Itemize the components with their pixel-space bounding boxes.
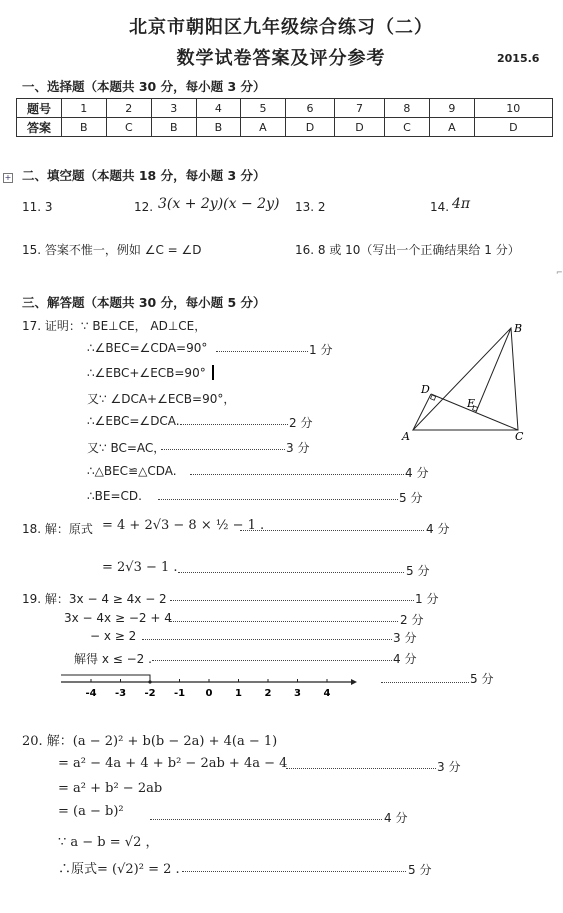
q17-line7: ∴BE=CD. bbox=[87, 489, 142, 503]
q17-line1: ∴∠BEC=∠CDA=90° bbox=[87, 341, 208, 355]
q20-line4: = (a − b)² bbox=[58, 804, 124, 819]
table-cell: 2 bbox=[106, 99, 151, 118]
dotted-leader bbox=[178, 564, 404, 573]
segment-ad bbox=[413, 394, 431, 430]
dotted-leader bbox=[182, 863, 406, 872]
q19-line1: 19. 解：3x − 4 ≥ 4x − 2 bbox=[22, 592, 167, 606]
table-cell: C bbox=[384, 118, 429, 137]
number-line-arrow-icon bbox=[351, 679, 357, 685]
q20-line6: ∴原式= (√2)² = 2 . bbox=[58, 862, 180, 877]
answer-q14: 4π bbox=[452, 196, 471, 212]
table-cell: 9 bbox=[430, 99, 475, 118]
table-cell: 3 bbox=[151, 99, 196, 118]
dotted-leader bbox=[190, 466, 404, 475]
q20-score4: 4 分 bbox=[384, 811, 408, 825]
table-cell: 4 bbox=[196, 99, 241, 118]
table-cell: 1 bbox=[62, 99, 107, 118]
dotted-leader bbox=[180, 416, 288, 425]
row-label-answer: 答案 bbox=[17, 118, 62, 137]
q17-line6: ∴△BEC≌△CDA. bbox=[87, 464, 177, 478]
q20-score2: 3 分 bbox=[437, 760, 461, 774]
q17-score5: 3 分 bbox=[286, 441, 310, 455]
q19-score4: 4 分 bbox=[393, 652, 417, 666]
page-margin-marker: ⌐ bbox=[556, 268, 563, 277]
table-cell: D bbox=[474, 118, 552, 137]
table-cell: A bbox=[430, 118, 475, 137]
answer-table bbox=[16, 98, 553, 137]
q19-line4: 解得 x ≤ −2 . bbox=[74, 652, 152, 666]
q17-score6: 4 分 bbox=[405, 466, 429, 480]
table-row-numbers bbox=[17, 99, 553, 118]
tick-label: -3 bbox=[114, 688, 127, 699]
table-cell: 7 bbox=[335, 99, 385, 118]
tick-label: 2 bbox=[264, 688, 272, 699]
table-cell: D bbox=[335, 118, 385, 137]
row-label-number: 题号 bbox=[17, 99, 62, 118]
q17-score4: 2 分 bbox=[289, 416, 313, 430]
q19-score2: 2 分 bbox=[400, 613, 424, 627]
q18-score1: 4 分 bbox=[426, 522, 450, 536]
q19-line2: 3x − 4x ≥ −2 + 4 bbox=[64, 611, 172, 625]
answer-q16: 16. 8 或 10（写出一个正确结果给 1 分） bbox=[295, 243, 520, 257]
table-cell: 6 bbox=[285, 99, 335, 118]
label-c: C bbox=[515, 430, 524, 443]
right-angle-mark-d bbox=[431, 395, 436, 400]
q18-line1: = 4 + 2√3 − 8 × ½ − 1 . bbox=[102, 518, 265, 533]
dotted-leader bbox=[161, 441, 285, 450]
dotted-leader bbox=[170, 613, 398, 622]
q19-score1: 1 分 bbox=[415, 592, 439, 606]
tick-label: -1 bbox=[173, 688, 186, 699]
dotted-leader bbox=[158, 491, 398, 500]
dotted-leader bbox=[240, 522, 424, 531]
dotted-leader bbox=[142, 631, 392, 640]
section-heading-fill: 二、填空题（本题共 18 分，每小题 3 分） bbox=[22, 168, 266, 183]
dotted-leader bbox=[170, 592, 414, 601]
q17-score1: 1 分 bbox=[309, 343, 333, 357]
q17-line2: ∴∠EBC+∠ECB=90° bbox=[87, 366, 206, 380]
q19-score3: 3 分 bbox=[393, 631, 417, 645]
triangle-abc bbox=[413, 328, 518, 430]
table-cell: B bbox=[196, 118, 241, 137]
table-cell: 8 bbox=[384, 99, 429, 118]
label-b: B bbox=[514, 322, 523, 335]
tick-label: 4 bbox=[323, 688, 331, 699]
tick-label: 0 bbox=[205, 688, 213, 699]
answer-q11: 11. 3 bbox=[22, 200, 53, 214]
table-move-handle-icon[interactable]: + bbox=[4, 173, 12, 182]
table-cell: D bbox=[285, 118, 335, 137]
page-title: 北京市朝阳区九年级综合练习（二） bbox=[129, 17, 433, 38]
section-heading-choice: 一、选择题（本题共 30 分，每小题 3 分） bbox=[22, 79, 266, 94]
table-cell: 5 bbox=[241, 99, 286, 118]
table-cell: A bbox=[241, 118, 286, 137]
table-cell: 10 bbox=[474, 99, 552, 118]
q19-line3: − x ≥ 2 bbox=[90, 629, 137, 643]
table-row-answers bbox=[17, 118, 553, 137]
q20-line5: ∵ a − b = √2 ， bbox=[58, 835, 159, 850]
q20-line2: = a² − 4a + 4 + b² − 2ab + 4a − 4 bbox=[58, 756, 288, 771]
answer-q13: 13. 2 bbox=[295, 200, 326, 214]
geometry-figure bbox=[398, 320, 538, 450]
answer-q15: 15. 答案不惟一，例如 ∠C = ∠D bbox=[22, 243, 202, 257]
q20-line3: = a² + b² − 2ab bbox=[58, 781, 163, 796]
answer-q14-num: 14. bbox=[430, 200, 450, 214]
tick-label: -4 bbox=[85, 688, 97, 699]
tick-label: -2 bbox=[144, 688, 156, 699]
q17-line4: ∴∠EBC=∠DCA. bbox=[87, 414, 180, 428]
table-cell: B bbox=[62, 118, 107, 137]
number-line bbox=[55, 670, 365, 700]
date-label: 2015.6 bbox=[497, 52, 540, 65]
answer-q12-num: 12. bbox=[134, 200, 154, 214]
q18-score2: 5 分 bbox=[406, 564, 430, 578]
q20-line1: 20. 解：(a − 2)² + b(b − 2a) + 4(a − 1) bbox=[22, 734, 278, 749]
label-d: D bbox=[421, 383, 430, 396]
q17-intro: 17. 证明：∵ BE⊥CE， AD⊥CE， bbox=[22, 319, 207, 333]
q18-line2: = 2√3 − 1 . bbox=[102, 560, 178, 575]
dotted-leader bbox=[150, 811, 382, 820]
text-cursor bbox=[212, 365, 214, 380]
q20-score6: 5 分 bbox=[408, 863, 432, 877]
section-heading-solve: 三、解答题（本题共 30 分，每小题 5 分） bbox=[22, 295, 266, 310]
q18-prefix: 18. 解：原式 bbox=[22, 522, 93, 536]
solution-ray bbox=[61, 675, 150, 682]
dotted-leader bbox=[381, 674, 469, 683]
q17-line5: 又∵ BC=AC， bbox=[87, 441, 166, 455]
page-subtitle: 数学试卷答案及评分参考 bbox=[176, 48, 386, 69]
q17-score7: 5 分 bbox=[399, 491, 423, 505]
dotted-leader bbox=[286, 760, 436, 769]
q19-score5: 5 分 bbox=[470, 672, 494, 686]
segment-be bbox=[476, 328, 511, 412]
dotted-leader bbox=[152, 652, 392, 661]
answer-q12: 3(x + 2y)(x − 2y) bbox=[158, 196, 280, 212]
table-cell: B bbox=[151, 118, 196, 137]
tick-label: 1 bbox=[235, 688, 242, 699]
label-a: A bbox=[402, 430, 410, 443]
dotted-leader bbox=[216, 343, 308, 352]
label-e: E bbox=[467, 397, 476, 410]
tick-label: 3 bbox=[294, 688, 301, 699]
q17-line3: 又∵ ∠DCA+∠ECB=90°， bbox=[87, 392, 236, 406]
table-cell: C bbox=[106, 118, 151, 137]
